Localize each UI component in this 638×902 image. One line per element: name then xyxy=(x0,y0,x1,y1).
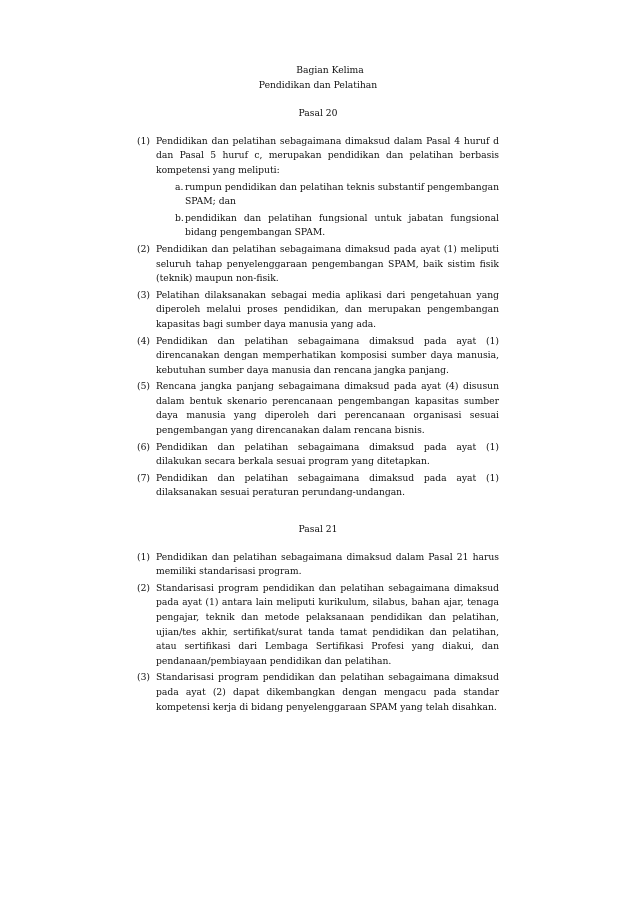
sub-item-letter: a. xyxy=(175,181,184,193)
part-heading: Bagian Kelima xyxy=(296,65,364,76)
item-number: (1) xyxy=(137,135,151,147)
item-text: Pendidikan dan pelatihan sebagaimana dimaksud dalam Pasal 4 huruf d dan Pasal 5 huruf c, merupakan pendidikan dan pelatihan berbasis kompetensi yang meliputi: xyxy=(156,135,499,176)
pasal-20-item-2 xyxy=(137,243,499,287)
pasal-20-item-1-sub-a xyxy=(156,181,499,210)
item-number: (6) xyxy=(137,441,151,453)
pasal-20-item-1 xyxy=(137,135,499,241)
pasal-20-item-7 xyxy=(137,472,499,501)
pasal-21-list xyxy=(137,551,499,716)
sub-item-letter: b. xyxy=(175,212,184,224)
item-number: (4) xyxy=(137,335,151,347)
item-text: Pendidikan dan pelatihan sebagaimana dimaksud dalam Pasal 21 harus memiliki standarisasi program. xyxy=(156,551,499,578)
item-text: Pendidikan dan pelatihan sebagaimana dimaksud pada ayat (1) meliputi seluruh tahap penyelenggaraan pengembangan SPAM, baik sistim fisik (teknik) maupun non-fisik. xyxy=(156,243,499,285)
item-number: (7) xyxy=(137,472,151,484)
item-text: Pelatihan dilaksanakan sebagai media aplikasi dari pengetahuan yang diperoleh melalui proses pendidikan, dan merupakan pengembangan kapasitas bagi sumber daya manusia yang ada. xyxy=(156,289,499,330)
pasal-20-title: Pasal 20 xyxy=(298,108,338,120)
item-text: Standarisasi program pendidikan dan pelatihan sebagaimana dimaksud pada ayat (1) antara lain meliputi kurikulum, silabus, bahan ajar, tenaga pengajar, teknik dan metode pelaksanaan pendidikan dan pelatihan, ujian/tes akhir, sertifikat/surat tanda tamat pendidikan dan pelatihan, atau sertifikasi dari Lembaga Sertifikasi Profesi yang diakui, dan pendanaan/pembiayaan pendidikan dan pelatihan. xyxy=(156,582,499,667)
pasal-21-item-1 xyxy=(137,551,499,580)
pasal-20-item-4 xyxy=(137,335,499,379)
pasal-21-item-3 xyxy=(137,671,499,715)
item-number: (2) xyxy=(137,582,151,594)
item-number: (3) xyxy=(137,289,151,301)
pasal-21-item-2 xyxy=(137,582,499,670)
document-content xyxy=(137,64,499,717)
part-subtitle: Pendidikan dan Pelatihan xyxy=(258,79,378,91)
item-number: (5) xyxy=(137,381,151,393)
item-number: (3) xyxy=(137,672,151,684)
item-text: Standarisasi program pendidikan dan pelatihan sebagaimana dimaksud pada ayat (2) dapat dikembangkan dengan mengacu pada standar kompetensi kerja di bidang penyelenggaraan SPAM yang telah disahkan. xyxy=(156,672,499,713)
pasal-20-item-6 xyxy=(137,441,499,470)
sub-item-text: rumpun pendidikan dan pelatihan teknis substantif pengembangan SPAM; dan xyxy=(185,181,499,208)
item-number: (1) xyxy=(137,551,151,563)
item-text: Pendidikan dan pelatihan sebagaimana dimaksud pada ayat (1) dilakukan secara berkala sesuai program yang ditetapkan. xyxy=(156,441,499,468)
item-text: Pendidikan dan pelatihan sebagaimana dimaksud pada ayat (1) direncanakan dengan memperhatikan komposisi sumber daya manusia, kebutuhan sumber daya manusia dan rencana jangka panjang. xyxy=(156,335,499,376)
pasal-20-item-3 xyxy=(137,289,499,333)
item-text: Rencana jangka panjang sebagaimana dimaksud pada ayat (4) disusun dalam bentuk skenario perencanaan pengembangan kapasitas sumber daya manusia yang diperoleh dari perencanaan organisasi sesuai pengembangan yang direncanakan dalam rencana bisnis. xyxy=(156,381,499,437)
pasal-20-item-1-sub-b xyxy=(156,212,499,241)
pasal-20-item-5 xyxy=(137,380,499,438)
section-spacer xyxy=(137,503,499,509)
pasal-21-title: Pasal 21 xyxy=(298,524,338,536)
item-number: (2) xyxy=(137,243,151,255)
item-text: Pendidikan dan pelatihan sebagaimana dimaksud pada ayat (1) dilaksanakan sesuai peraturan perundang-undangan. xyxy=(156,472,499,499)
pasal-20-list xyxy=(137,135,499,501)
sub-item-text: pendidikan dan pelatihan fungsional untuk jabatan fungsional bidang pengembangan SPAM. xyxy=(185,212,499,239)
